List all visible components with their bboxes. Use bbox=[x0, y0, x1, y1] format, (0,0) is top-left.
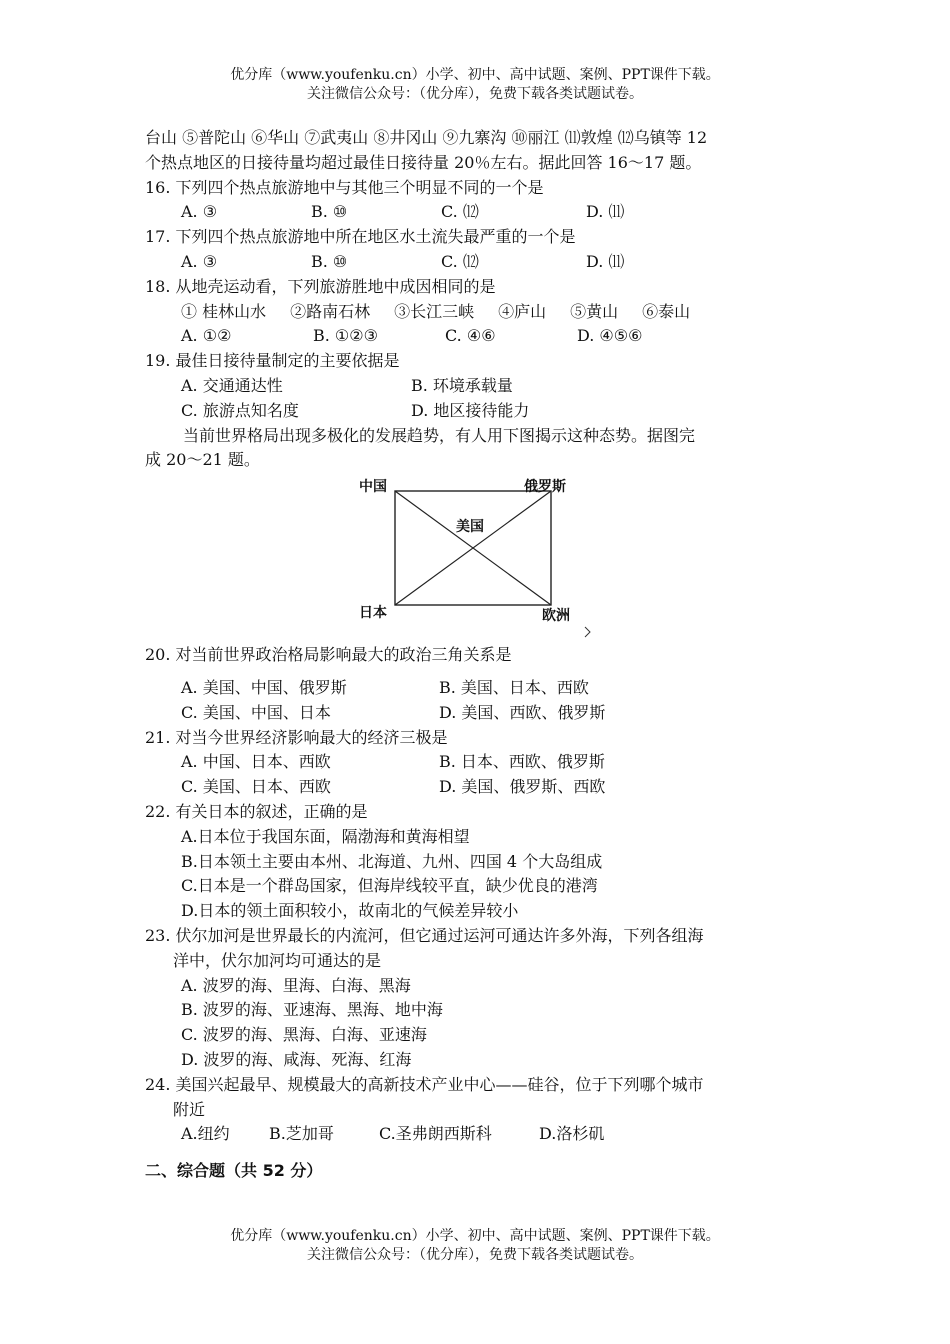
q18-item-1: ① 桂林山水 bbox=[181, 301, 267, 321]
q21-option-c: C. 美国、日本、西欧 bbox=[181, 777, 331, 797]
document-body bbox=[145, 126, 815, 1183]
q18-item-2: ②路南石林 bbox=[290, 301, 371, 321]
q18-option-d: D. ④⑤⑥ bbox=[577, 326, 643, 346]
label-japan: 日本 bbox=[359, 605, 387, 622]
q17-option-c: C. ⑿ bbox=[441, 251, 479, 271]
q18-item-4: ④庐山 bbox=[498, 301, 547, 321]
diagram-svg bbox=[357, 475, 597, 641]
footer-line-1: 优分库（www.youfenku.cn）小学、初中、高中试题、案例、PPT课件下载。 bbox=[230, 1228, 720, 1244]
intro-line-1: 台山 ⑤普陀山 ⑥华山 ⑦武夷山 ⑧井冈山 ⑨九寨沟 ⑩丽江 ⑾敦煌 ⑿乌镇等 12 bbox=[145, 128, 708, 147]
q16-option-a: A. ③ bbox=[181, 202, 218, 222]
q16-option-d: D. ⑾ bbox=[586, 202, 625, 222]
q16-option-b: B. ⑩ bbox=[311, 202, 348, 222]
q17-option-b: B. ⑩ bbox=[311, 251, 348, 271]
q23-option-d: D. 波罗的海、咸海、死海、红海 bbox=[181, 1049, 412, 1069]
page-header bbox=[0, 66, 950, 104]
q22-option-b: B.日本领土主要由本州、北海道、九州、四国 4 个大岛组成 bbox=[181, 851, 603, 871]
q24-option-d: D.洛杉矶 bbox=[539, 1124, 605, 1144]
q18-items bbox=[145, 300, 815, 325]
q21-stem: 21. 对当今世界经济影响最大的经济三极是 bbox=[145, 727, 448, 747]
q19-options-row-1 bbox=[145, 374, 815, 399]
q21-option-d: D. 美国、俄罗斯、西欧 bbox=[439, 777, 606, 797]
q20-options-row-1 bbox=[145, 676, 815, 701]
q17-options bbox=[145, 250, 815, 275]
q21-option-a: A. 中国、日本、西欧 bbox=[181, 752, 331, 772]
q18-item-3: ③长江三峡 bbox=[394, 301, 475, 321]
q16-option-c: C. ⑿ bbox=[441, 202, 479, 222]
q18-item-6: ⑥泰山 bbox=[642, 301, 691, 321]
q18-option-c: C. ④⑥ bbox=[445, 326, 496, 346]
q17-option-d: D. ⑾ bbox=[586, 251, 625, 271]
q18-options bbox=[145, 324, 815, 349]
page-footer bbox=[0, 1227, 950, 1265]
q18-option-b: B. ①②③ bbox=[313, 326, 378, 346]
passage2-line-1: 当前世界格局出现多极化的发展趋势，有人用下图揭示这种态势。据图完 bbox=[183, 425, 696, 445]
q19-option-c: C. 旅游点知名度 bbox=[181, 400, 299, 420]
footer-line-2: 关注微信公众号：（优分库），免费下载各类试题试卷。 bbox=[307, 1247, 643, 1263]
q19-option-a: A. 交通通达性 bbox=[181, 375, 283, 395]
section-2-heading: 二、综合题（共 52 分） bbox=[145, 1161, 323, 1181]
q23-stem-line-2: 洋中，伏尔加河均可通达的是 bbox=[173, 950, 382, 970]
label-usa: 美国 bbox=[456, 519, 484, 536]
q23-option-a: A. 波罗的海、里海、白海、黑海 bbox=[181, 975, 411, 995]
label-europe: 欧洲 bbox=[542, 608, 570, 625]
q20-option-b: B. 美国、日本、西欧 bbox=[439, 677, 589, 697]
q22-option-d: D.日本的领土面积较小，故南北的气候差异较小 bbox=[181, 901, 519, 921]
q18-stem: 18. 从地壳运动看，下列旅游胜地中成因相同的是 bbox=[145, 276, 496, 296]
q20-option-c: C. 美国、中国、日本 bbox=[181, 702, 331, 722]
q20-options-row-2 bbox=[145, 701, 815, 726]
q24-options bbox=[145, 1122, 815, 1147]
q21-options-row-2 bbox=[145, 775, 815, 800]
q22-stem: 22. 有关日本的叙述，正确的是 bbox=[145, 801, 368, 821]
q22-option-a: A.日本位于我国东面，隔渤海和黄海相望 bbox=[181, 826, 470, 846]
q24-stem-line-2: 附近 bbox=[173, 1099, 206, 1119]
q23-option-c: C. 波罗的海、黑海、白海、亚速海 bbox=[181, 1025, 427, 1045]
chevron-right-icon bbox=[585, 627, 590, 637]
passage2-line-2: 成 20～21 题。 bbox=[145, 450, 260, 470]
q17-stem: 17. 下列四个热点旅游地中所在地区水土流失最严重的一个是 bbox=[145, 227, 576, 247]
q19-option-b: B. 环境承载量 bbox=[411, 375, 513, 395]
q16-stem: 16. 下列四个热点旅游地中与其他三个明显不同的一个是 bbox=[145, 177, 544, 197]
q24-stem-line-1: 24. 美国兴起最早、规模最大的高新技术产业中心——硅谷，位于下列哪个城市 bbox=[145, 1074, 704, 1094]
q19-stem: 19. 最佳日接待量制定的主要依据是 bbox=[145, 351, 400, 371]
q20-option-a: A. 美国、中国、俄罗斯 bbox=[181, 677, 347, 697]
header-line-1: 优分库（www.youfenku.cn）小学、初中、高中试题、案例、PPT课件下载。 bbox=[230, 67, 720, 83]
label-russia: 俄罗斯 bbox=[524, 479, 566, 496]
world-pattern-diagram bbox=[145, 473, 815, 643]
q20-stem: 20. 对当前世界政治格局影响最大的政治三角关系是 bbox=[145, 645, 512, 665]
q23-option-b: B. 波罗的海、亚速海、黑海、地中海 bbox=[181, 1000, 443, 1020]
q24-option-b: B.芝加哥 bbox=[269, 1124, 334, 1144]
q17-option-a: A. ③ bbox=[181, 251, 218, 271]
q23-stem-line-1: 23. 伏尔加河是世界最长的内流河，但它通过运河可通达许多外海，下列各组海 bbox=[145, 925, 704, 945]
q21-option-b: B. 日本、西欧、俄罗斯 bbox=[439, 752, 605, 772]
q16-options bbox=[145, 200, 815, 225]
intro-line-2: 个热点地区的日接待量均超过最佳日接待量 20％左右。据此回答 16～17 题。 bbox=[145, 152, 702, 172]
q19-options-row-2 bbox=[145, 399, 815, 424]
q21-options-row-1 bbox=[145, 750, 815, 775]
header-line-2: 关注微信公众号：（优分库），免费下载各类试题试卷。 bbox=[307, 86, 643, 102]
q24-option-a: A.纽约 bbox=[181, 1124, 230, 1144]
q20-option-d: D. 美国、西欧、俄罗斯 bbox=[439, 702, 606, 722]
q19-option-d: D. 地区接待能力 bbox=[411, 400, 530, 420]
q24-option-c: C.圣弗朗西斯科 bbox=[379, 1124, 492, 1144]
label-china: 中国 bbox=[359, 479, 387, 496]
q18-option-a: A. ①② bbox=[181, 326, 232, 346]
q22-option-c: C.日本是一个群岛国家，但海岸线较平直，缺少优良的港湾 bbox=[181, 876, 598, 896]
q18-item-5: ⑤黄山 bbox=[570, 301, 619, 321]
